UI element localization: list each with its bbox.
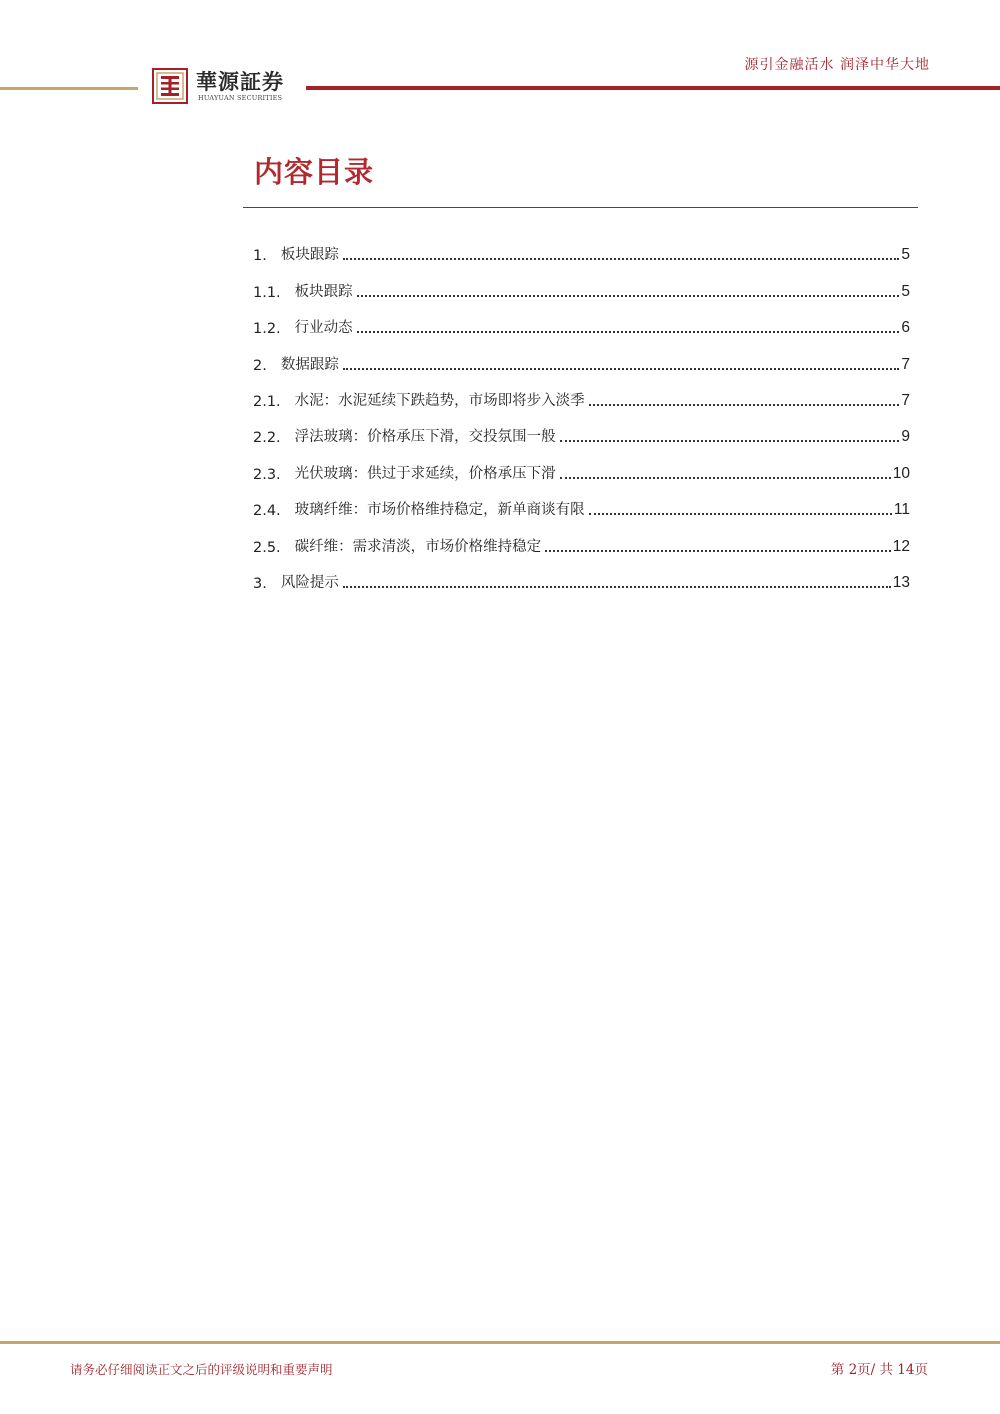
table-of-contents <box>253 228 910 592</box>
toc-entry-page: 5 <box>901 246 910 264</box>
toc-entry[interactable] <box>253 374 910 410</box>
toc-entry-title: 板块跟踪 <box>294 283 353 300</box>
toc-entry-title: 碳纤维：需求清淡，市场价格维持稳定 <box>294 538 542 555</box>
toc-entry[interactable] <box>253 483 910 519</box>
toc-entry-page: 12 <box>892 537 910 555</box>
toc-entry-number: 2.3. <box>253 466 281 483</box>
title-divider <box>243 207 918 208</box>
toc-entry[interactable] <box>253 264 910 300</box>
toc-title: 内容目录 <box>254 155 375 189</box>
toc-entry-page: 7 <box>901 391 910 409</box>
toc-entry-page: 10 <box>892 464 910 482</box>
toc-dot-leader <box>545 550 891 552</box>
toc-entry[interactable] <box>253 556 910 592</box>
toc-entry-title: 风险提示 <box>280 574 339 591</box>
toc-entry-number: 1.1. <box>253 284 281 301</box>
toc-entry-page: 6 <box>901 319 910 337</box>
toc-dot-leader <box>560 477 891 479</box>
toc-entry-title: 光伏玻璃：供过于求延续，价格承压下滑 <box>294 465 556 482</box>
toc-dot-leader <box>343 368 900 370</box>
logo-chinese-name: 華源証券 <box>196 69 284 94</box>
toc-entry-number: 2.2. <box>253 430 281 447</box>
company-logo <box>150 64 310 106</box>
toc-entry-number: 2.5. <box>253 539 281 556</box>
toc-entry[interactable] <box>253 337 910 373</box>
toc-entry-title: 板块跟踪 <box>280 247 339 264</box>
toc-entry-page: 13 <box>892 573 910 591</box>
toc-dot-leader <box>343 586 891 588</box>
toc-entry-title: 水泥：水泥延续下跌趋势，市场即将步入淡季 <box>294 392 585 409</box>
toc-entry[interactable] <box>253 301 910 337</box>
toc-entry[interactable] <box>253 446 910 482</box>
toc-entry-number: 2.4. <box>253 503 281 520</box>
toc-entry-title: 行业动态 <box>294 320 353 337</box>
toc-dot-leader <box>589 404 900 406</box>
header-gold-rule <box>0 87 138 90</box>
toc-entry[interactable] <box>253 519 910 555</box>
toc-entry-title: 玻璃纤维：市场价格维持稳定，新单商谈有限 <box>294 502 585 519</box>
toc-entry-number: 2.1. <box>253 393 281 410</box>
logo-english-name: HUAYUAN SECURITIES <box>198 94 283 102</box>
toc-dot-leader <box>560 440 900 442</box>
toc-entry-number: 1. <box>253 248 267 265</box>
logo-seal-icon <box>152 68 188 104</box>
toc-dot-leader <box>357 331 900 333</box>
toc-dot-leader <box>343 258 900 260</box>
toc-dot-leader <box>589 513 892 515</box>
toc-entry[interactable] <box>253 228 910 264</box>
toc-entry-number: 3. <box>253 575 267 592</box>
toc-entry-title: 浮法玻璃：价格承压下滑，交投氛围一般 <box>294 429 556 446</box>
footer-gold-rule <box>0 1341 1000 1344</box>
toc-entry[interactable] <box>253 410 910 446</box>
footer-disclaimer: 请务必仔细阅读正文之后的评级说明和重要声明 <box>70 1362 333 1377</box>
toc-entry-page: 5 <box>901 282 910 300</box>
toc-entry-page: 7 <box>901 355 910 373</box>
toc-entry-title: 数据跟踪 <box>280 356 339 373</box>
header-red-rule <box>306 86 1000 90</box>
toc-dot-leader <box>357 295 900 297</box>
toc-entry-page: 9 <box>901 428 910 446</box>
footer-page-info: 第 2页/ 共 14页 <box>830 1362 928 1378</box>
toc-entry-number: 2. <box>253 357 267 374</box>
toc-entry-page: 11 <box>893 501 910 519</box>
header-slogan: 源引金融活水 润泽中华大地 <box>744 57 930 73</box>
toc-entry-number: 1.2. <box>253 321 281 338</box>
